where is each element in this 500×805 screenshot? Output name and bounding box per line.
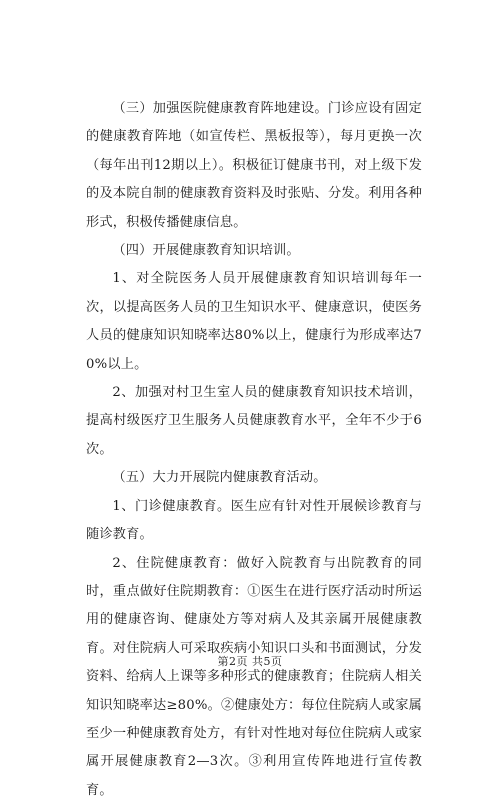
paragraph-inpatient-education: 2、住院健康教育：做好入院教育与出院教育的同时，重点做好住院期教育：①医生在进行医疗活动时所运用的健康咨询、健康处方等对病人及其亲属开展健康教育。对住院病人可采取疾病小知识口头和书面测试，分发资料、给病人上课等多种形式的健康教育；住院病人相关知识知晓率达≥80%。②健康处方：每位住院病人或家属至少一种健康教育处方，有针对性地对每位住院病人或家属开展健康教育2—3次。③利用宣传阵地进行宣传教育。 xyxy=(86,550,422,805)
paragraph-staff-training: 1、对全院医务人员开展健康教育知识培训每年一次，以提高医务人员的卫生知识水平、健康意识，使医务人员的健康知识知晓率达80%以上，健康行为形成率达70%以上。 xyxy=(86,265,422,379)
paragraph-outpatient-education: 1、门诊健康教育。医生应有针对性开展候诊教育与随诊教育。 xyxy=(86,493,422,550)
page-number-footer: 第2页 共5页 xyxy=(0,653,500,669)
paragraph-village-training: 2、加强对村卫生室人员的健康教育知识技术培训，提高村级医疗卫生服务人员健康教育水平，全年不少于6次。 xyxy=(86,379,422,464)
document-body xyxy=(86,95,422,805)
paragraph-section-4-heading: （四）开展健康教育知识培训。 xyxy=(86,237,422,265)
paragraph-section-5-heading: （五）大力开展院内健康教育活动。 xyxy=(86,464,422,492)
paragraph-section-3: （三）加强医院健康教育阵地建设。门诊应设有固定的健康教育阵地（如宣传栏、黑板报等），每月更换一次（每年出刊12期以上）。积极征订健康书刊，对上级下发的及本院自制的健康教育资料及时张贴、分发。利用各种形式，积极传播健康信息。 xyxy=(86,95,422,237)
